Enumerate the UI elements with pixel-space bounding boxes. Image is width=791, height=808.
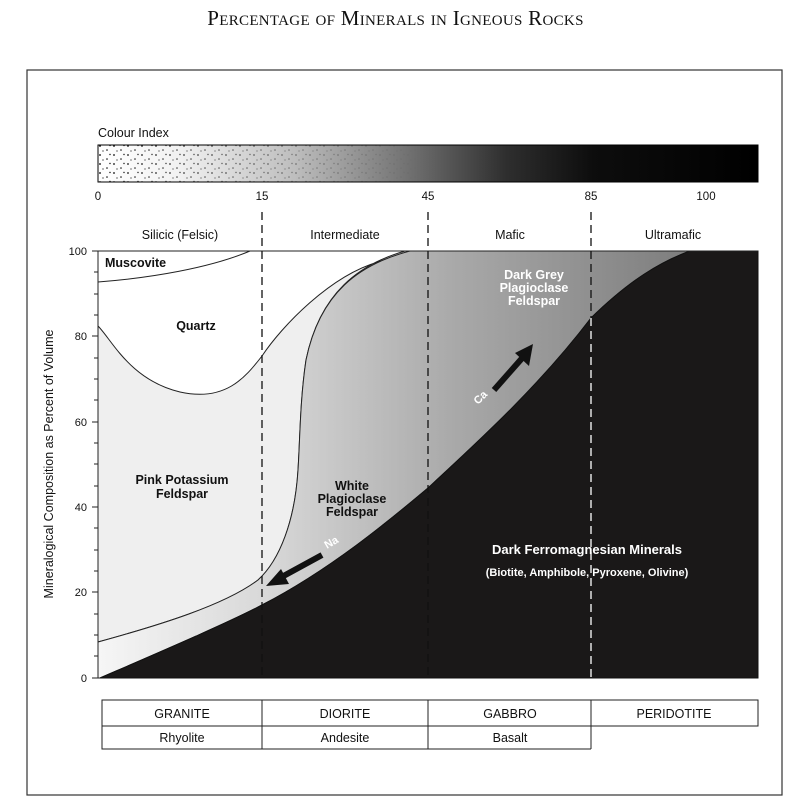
label-dark-plag-2: Plagioclase — [499, 281, 569, 295]
label-pink-feldspar-2: Feldspar — [155, 487, 209, 501]
rock-basalt: Basalt — [492, 731, 528, 745]
label-dark-plag-3: Feldspar — [507, 294, 561, 308]
colour-index-speckle — [98, 145, 428, 182]
y-tick-80: 80 — [74, 331, 87, 343]
y-tick-0: 0 — [80, 673, 87, 685]
label-pink-feldspar-1: Pink Potassium — [135, 473, 229, 487]
category-silicic: Silicic (Felsic) — [141, 228, 219, 242]
label-white-plag-1: White — [334, 479, 370, 493]
category-mafic: Mafic — [495, 228, 525, 242]
ci-tick-85: 85 — [584, 191, 598, 203]
label-muscovite: Muscovite — [105, 256, 167, 270]
ci-tick-45: 45 — [421, 191, 435, 203]
rock-peridotite: PERIDOTITE — [636, 707, 712, 721]
title-text: Percentage of Minerals in Igneous Rocks — [207, 6, 584, 30]
category-intermediate: Intermediate — [310, 228, 380, 242]
label-ferromagnesian: Dark Ferromagnesian Minerals — [491, 542, 683, 557]
label-dark-plag-1: Dark Grey — [504, 268, 564, 282]
y-tick-20: 20 — [74, 587, 87, 599]
rock-andesite: Andesite — [320, 731, 370, 745]
label-quartz: Quartz — [176, 319, 216, 333]
y-tick-40: 40 — [74, 502, 87, 514]
y-tick-100: 100 — [68, 246, 87, 258]
category-ultramafic: Ultramafic — [644, 228, 702, 242]
label-ferromagnesian-sub: (Biotite, Amphibole, Pyroxene, Olivine) — [485, 567, 689, 579]
label-white-plag-3: Feldspar — [325, 505, 379, 519]
y-axis-ticks — [92, 251, 98, 678]
rock-gabbro: GABBRO — [483, 707, 537, 721]
colour-index-label: Colour Index — [98, 126, 169, 140]
rock-rhyolite: Rhyolite — [159, 731, 205, 745]
y-tick-60: 60 — [74, 417, 87, 429]
label-white-plag-2: Plagioclase — [317, 492, 387, 506]
ci-tick-15: 15 — [255, 191, 269, 203]
na-label: Na — [322, 534, 341, 552]
ci-tick-0: 0 — [94, 191, 102, 203]
ci-tick-100: 100 — [696, 191, 716, 203]
y-axis-label: Mineralogical Composition as Percent of Volume — [42, 329, 56, 599]
rock-diorite: DIORITE — [319, 707, 371, 721]
rock-granite: GRANITE — [154, 707, 210, 721]
ca-label: Ca — [471, 388, 491, 408]
